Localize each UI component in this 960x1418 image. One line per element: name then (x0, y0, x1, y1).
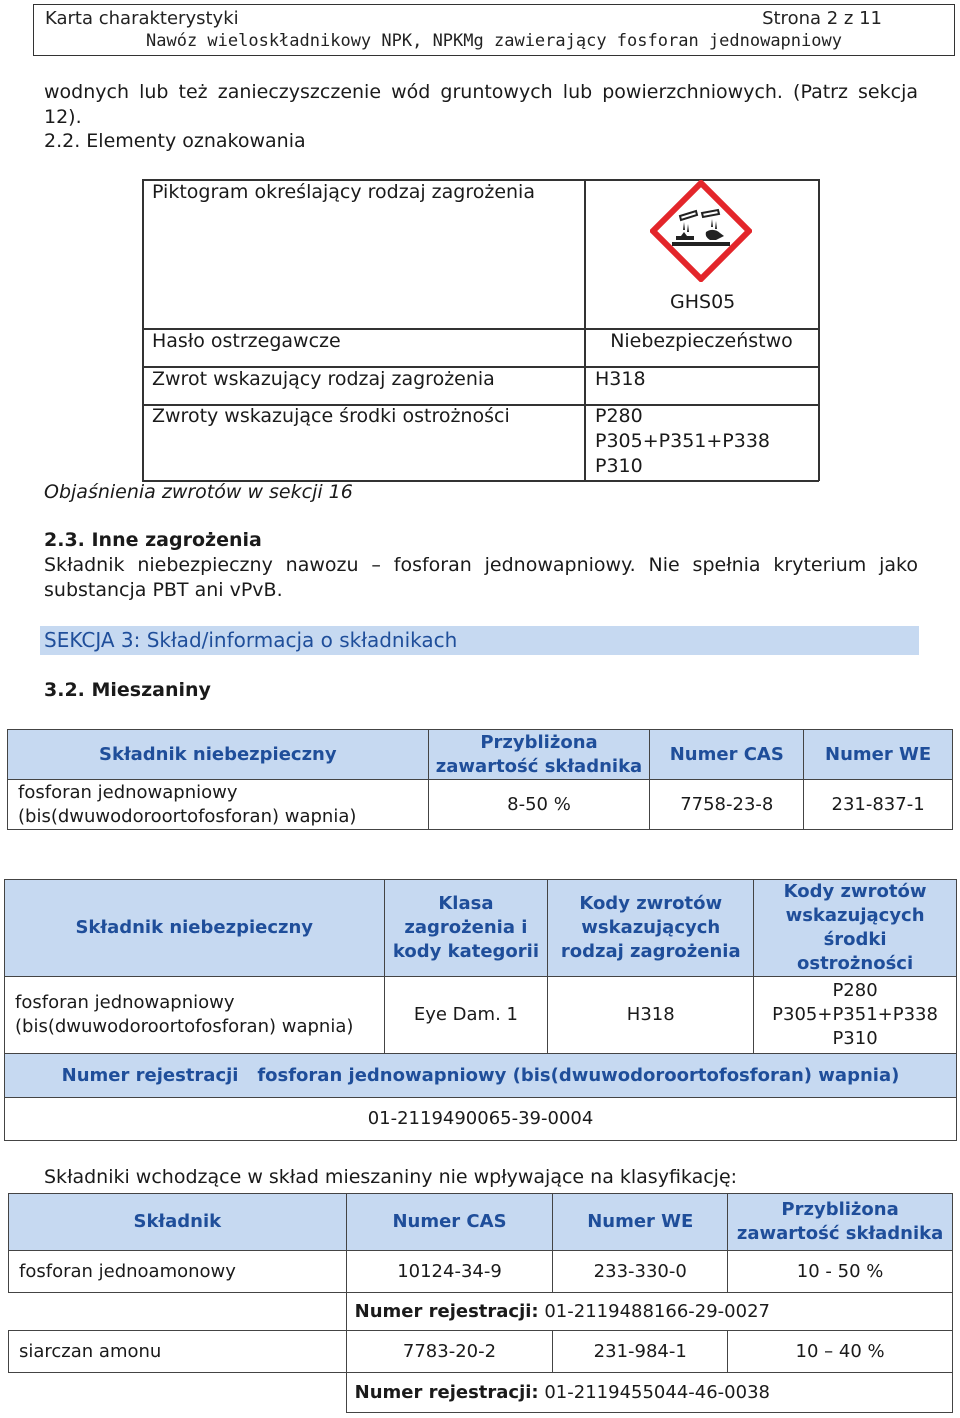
table2-registration-substance: fosforan jednowapniowy (bis(dwuwodoroortofosforan) wapnia) (257, 1064, 900, 1086)
table1-component-chemical: (bis(dwuwodoroortofosforan) wapnia) (18, 805, 357, 827)
table2-registration-number: 01-2119490065-39-0004 (5, 1098, 957, 1141)
table2-p-code-2: P305+P351+P338 (772, 1004, 938, 1025)
table2-p-code-3: P310 (832, 1028, 878, 1049)
hazard-statement-label: Zwrot wskazujący rodzaj zagrożenia (152, 368, 495, 390)
table-row (5, 977, 957, 1054)
table-row (9, 1331, 953, 1373)
table2-registration-label: Numer rejestracji (61, 1064, 239, 1086)
pictogram-label: Piktogram określający rodzaj zagrożenia (152, 181, 535, 203)
table1-header-we: Numer WE (804, 730, 953, 780)
table1-header-component: Składnik niebezpieczny (8, 730, 429, 780)
hazard-classification-table (4, 879, 957, 1141)
table3-header-content: Przybliżona zawartość składnika (728, 1194, 953, 1251)
table2-header-component: Składnik niebezpieczny (5, 880, 385, 977)
table1-header-content: Przybliżona zawartość składnika (428, 730, 650, 780)
hazard-statement-value: H318 (595, 368, 646, 390)
page-header (33, 4, 955, 56)
table3-row2-registration (346, 1373, 952, 1413)
table3-row2-cas: 7783-20-2 (346, 1331, 553, 1373)
table1-component-name: fosforan jednowapniowy (18, 781, 238, 803)
mixture-table (7, 729, 953, 830)
precaution-value-3: P310 (595, 455, 643, 477)
table3-row1-name: fosforan jednoamonowy (9, 1251, 347, 1293)
precaution-value-1: P280 (595, 405, 643, 427)
pictogram-code: GHS05 (670, 291, 736, 313)
table3-row2-we: 231-984-1 (553, 1331, 728, 1373)
table2-h-code: H318 (548, 977, 754, 1054)
table2-p-code-1: P280 (832, 980, 878, 1001)
section-2-3-heading: 2.3. Inne zagrożenia (44, 529, 262, 551)
ghs05-corrosive-icon (650, 180, 752, 282)
table3-row2-content: 10 – 40 % (728, 1331, 953, 1373)
table2-p-codes-cell (754, 977, 957, 1054)
intro-line-2: 12). (44, 106, 82, 128)
table3-header-we: Numer WE (553, 1194, 728, 1251)
table2-registration-header (5, 1054, 957, 1098)
table1-component-cell (8, 780, 429, 830)
section-3-banner (40, 626, 919, 655)
table3-header-component: Składnik (9, 1194, 347, 1251)
table3-row1-cas: 10124-34-9 (346, 1251, 553, 1293)
nonclass-table (8, 1193, 953, 1413)
table3-row1-reg-label: Numer rejestracji: (354, 1300, 539, 1322)
table3-row1-we: 233-330-0 (553, 1251, 728, 1293)
page-number: Strona 2 z 11 (762, 8, 882, 29)
table3-row1-reg-number: 01-2119488166-29-0027 (544, 1300, 770, 1322)
table-row (9, 1251, 953, 1293)
table2-header-h-codes: Kody zwrotów wskazujących rodzaj zagrożenia (548, 880, 754, 977)
table3-row2-name: siarczan amonu (9, 1331, 347, 1373)
product-name: Nawóz wieloskładnikowy NPK, NPKMg zawierający fosforan jednowapniowy (146, 31, 842, 51)
precaution-label: Zwroty wskazujące środki ostrożności (152, 405, 510, 427)
table1-cas: 7758-23-8 (650, 780, 804, 830)
explanation-note: Objaśnienia zwrotów w sekcji 16 (44, 481, 353, 503)
nonclass-intro: Składniki wchodzące w skład mieszaniny nie wpływające na klasyfikację: (44, 1166, 738, 1188)
section-2-2-heading: 2.2. Elementy oznakowania (44, 130, 306, 152)
table1-header-cas: Numer CAS (650, 730, 804, 780)
table-row (8, 780, 953, 830)
section-3-title: SEKCJA 3: Skład/informacja o składnikach (44, 628, 458, 652)
table2-header-p-codes: Kody zwrotów wskazujących środki ostrożności (754, 880, 957, 977)
table3-row1-registration (346, 1293, 952, 1331)
table2-component-name: fosforan jednowapniowy (15, 992, 235, 1013)
table3-header-cas: Numer CAS (346, 1194, 553, 1251)
table1-we: 231-837-1 (804, 780, 953, 830)
document-title: Karta charakterystyki (45, 8, 239, 29)
table3-row1-content: 10 - 50 % (728, 1251, 953, 1293)
signal-word-label: Hasło ostrzegawcze (152, 330, 341, 352)
precaution-value-2: P305+P351+P338 (595, 430, 771, 452)
table1-content: 8-50 % (428, 780, 650, 830)
table2-component-cell (5, 977, 385, 1054)
table2-class: Eye Dam. 1 (384, 977, 548, 1054)
table3-row2-reg-label: Numer rejestracji: (354, 1381, 539, 1403)
section-3-2-heading: 3.2. Mieszaniny (44, 679, 211, 701)
section-2-3-line-1: Składnik niebezpieczny nawozu – fosforan jednowapniowy. Nie spełnia kryterium jako (44, 554, 918, 576)
section-2-3-line-2: substancja PBT ani vPvB. (44, 579, 283, 601)
table2-component-chemical: (bis(dwuwodoroortofosforan) wapnia) (15, 1016, 354, 1037)
intro-line-1: wodnych lub też zanieczyszczenie wód gruntowych lub powierzchniowych. (Patrz sekcja (44, 81, 918, 103)
table2-header-class: Klasa zagrożenia i kody kategorii (384, 880, 548, 977)
signal-word-value: Niebezpieczeństwo (610, 330, 793, 352)
table3-row2-reg-number: 01-2119455044-46-0038 (544, 1381, 770, 1403)
